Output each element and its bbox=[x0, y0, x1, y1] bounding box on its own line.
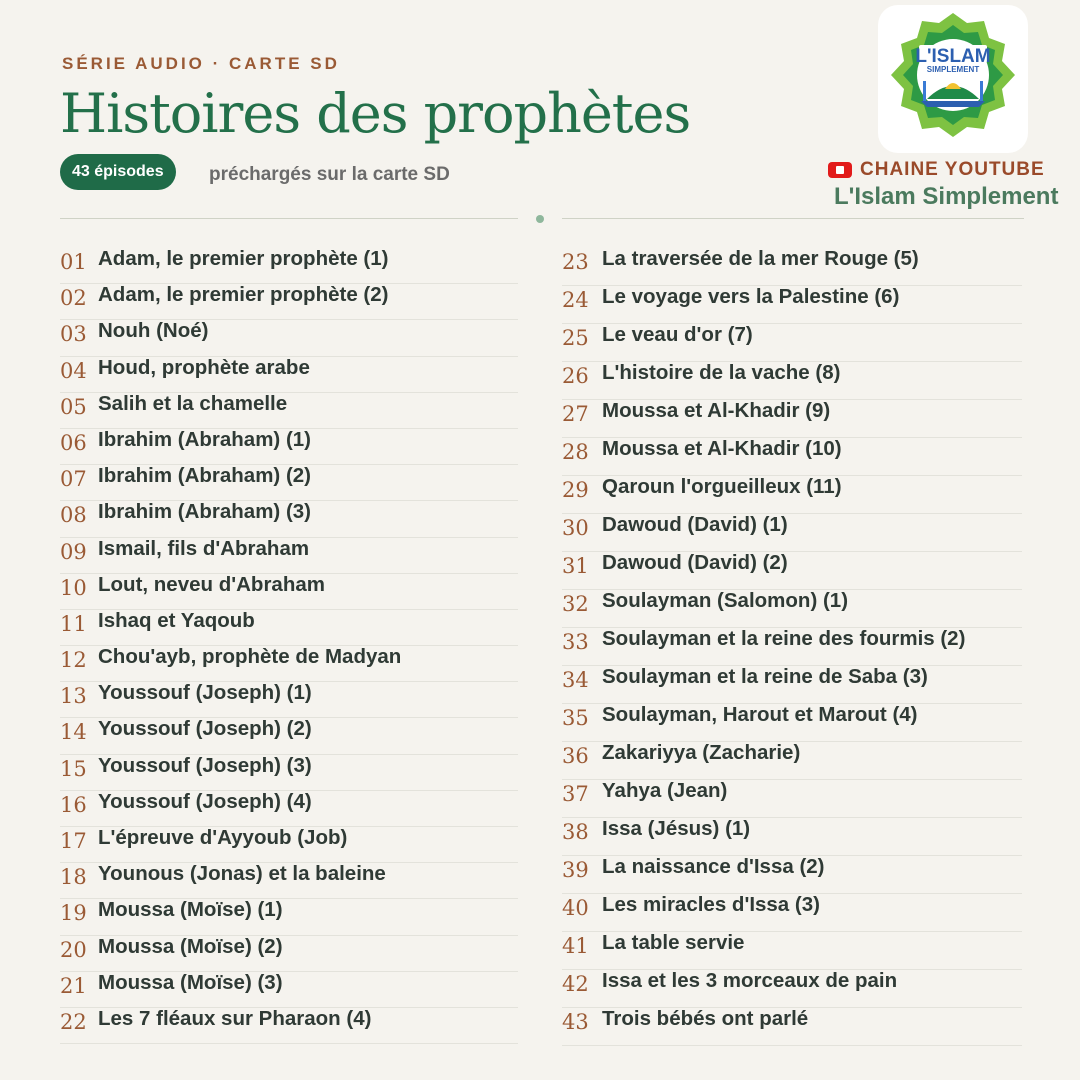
episodes-count-badge: 43 épisodes bbox=[60, 154, 176, 190]
episode-number: 15 bbox=[60, 756, 87, 781]
episode-list-right bbox=[562, 248, 1022, 1046]
episode-title: Youssouf (Joseph) (1) bbox=[98, 681, 312, 705]
episode-title: Lout, neveu d'Abraham bbox=[98, 572, 325, 596]
episode-title: Moussa (Moïse) (1) bbox=[98, 898, 283, 922]
episode-number: 32 bbox=[562, 592, 589, 616]
episode-number: 17 bbox=[60, 829, 87, 853]
episode-item bbox=[562, 894, 1022, 932]
preloaded-subtitle: préchargés sur la carte SD bbox=[209, 164, 450, 185]
logo-text-line2: SIMPLEMENT bbox=[926, 65, 980, 74]
episode-item bbox=[60, 863, 518, 899]
episode-title: Adam, le premier prophète (1) bbox=[98, 247, 389, 270]
episode-item bbox=[60, 429, 518, 465]
episode-number: 12 bbox=[60, 648, 87, 673]
episode-number: 39 bbox=[562, 858, 589, 882]
episode-number: 42 bbox=[562, 972, 589, 996]
episode-item bbox=[60, 972, 518, 1008]
episode-number: 03 bbox=[60, 322, 87, 347]
episode-item bbox=[60, 320, 518, 356]
episode-title: L'épreuve d'Ayyoub (Job) bbox=[98, 826, 348, 849]
episode-title: Ibrahim (Abraham) (1) bbox=[98, 427, 311, 451]
page-title: Histoires des prophètes bbox=[60, 82, 691, 145]
episode-number: 01 bbox=[60, 250, 87, 274]
episode-item bbox=[60, 357, 518, 393]
episode-title: Soulayman et la reine des fourmis (2) bbox=[602, 627, 966, 650]
episode-title: Adam, le premier prophète (2) bbox=[98, 283, 389, 307]
episode-item bbox=[562, 1008, 1022, 1046]
episode-title: Youssouf (Joseph) (4) bbox=[98, 789, 312, 813]
youtube-channel-link[interactable] bbox=[828, 159, 1045, 181]
episode-number: 43 bbox=[562, 1010, 589, 1034]
episode-item bbox=[562, 400, 1022, 438]
episode-title: Yahya (Jean) bbox=[602, 779, 728, 802]
episode-title: Moussa (Moïse) (2) bbox=[98, 934, 283, 958]
episode-number: 20 bbox=[60, 937, 87, 962]
channel-name[interactable]: L'Islam Simplement bbox=[834, 183, 1059, 210]
episode-number: 11 bbox=[60, 611, 87, 636]
episode-number: 31 bbox=[562, 554, 589, 578]
episode-title: Salih et la chamelle bbox=[98, 391, 288, 415]
episode-title: Youssouf (Joseph) (2) bbox=[98, 717, 312, 741]
episode-item bbox=[562, 286, 1022, 324]
episode-title: Ibrahim (Abraham) (3) bbox=[98, 500, 311, 524]
episode-item bbox=[60, 827, 518, 863]
divider-left bbox=[60, 218, 518, 219]
episode-number: 08 bbox=[60, 503, 87, 528]
youtube-channel-label: CHAINE YOUTUBE bbox=[860, 159, 1045, 180]
episode-item bbox=[60, 899, 518, 935]
episode-title: Moussa (Moïse) (3) bbox=[98, 970, 283, 994]
episode-title: Le veau d'or (7) bbox=[602, 323, 753, 346]
episode-number: 13 bbox=[60, 684, 87, 709]
episode-number: 28 bbox=[562, 440, 589, 464]
islamic-star-mosque-logo-icon bbox=[878, 5, 1028, 153]
episode-title: Ishaq et Yaqoub bbox=[98, 608, 255, 632]
episode-number: 41 bbox=[562, 934, 589, 958]
episode-title: Chou'ayb, prophète de Madyan bbox=[98, 645, 402, 669]
episode-item bbox=[562, 780, 1022, 818]
episode-title: La table servie bbox=[602, 931, 745, 954]
episode-item bbox=[562, 742, 1022, 780]
episode-title: Zakariyya (Zacharie) bbox=[602, 741, 801, 764]
episode-title: Nouh (Noé) bbox=[98, 319, 209, 343]
episode-title: Youssouf (Joseph) (3) bbox=[98, 753, 312, 777]
episode-title: Dawoud (David) (2) bbox=[602, 551, 788, 574]
episode-number: 09 bbox=[60, 539, 87, 564]
episode-title: Soulayman, Harout et Marout (4) bbox=[602, 703, 918, 726]
episode-number: 21 bbox=[60, 973, 87, 998]
episode-number: 25 bbox=[562, 326, 589, 350]
episode-item bbox=[562, 628, 1022, 666]
episode-title: Younous (Jonas) et la baleine bbox=[98, 862, 386, 886]
episode-number: 29 bbox=[562, 478, 589, 502]
episode-title: La traversée de la mer Rouge (5) bbox=[602, 247, 919, 270]
episode-title: La naissance d'Issa (2) bbox=[602, 855, 825, 878]
episode-number: 35 bbox=[562, 706, 589, 730]
series-kicker: SÉRIE AUDIO · CARTE SD bbox=[62, 54, 340, 73]
episode-title: Qaroun l'orgueilleux (11) bbox=[602, 475, 842, 498]
episode-item bbox=[60, 646, 518, 682]
episode-item bbox=[60, 284, 518, 320]
episode-number: 16 bbox=[60, 792, 87, 817]
episode-item bbox=[562, 438, 1022, 476]
episode-title: Issa (Jésus) (1) bbox=[602, 817, 751, 840]
episode-number: 37 bbox=[562, 782, 589, 806]
episode-title: Le voyage vers la Palestine (6) bbox=[602, 285, 900, 308]
episode-item bbox=[562, 856, 1022, 894]
episode-number: 38 bbox=[562, 820, 589, 844]
episode-number: 07 bbox=[60, 467, 87, 492]
episode-number: 10 bbox=[60, 575, 87, 600]
episode-number: 22 bbox=[60, 1009, 87, 1034]
episode-title: Trois bébés ont parlé bbox=[602, 1007, 809, 1030]
episode-title: Moussa et Al-Khadir (9) bbox=[602, 399, 831, 422]
episode-number: 26 bbox=[562, 364, 589, 388]
episode-number: 19 bbox=[60, 901, 87, 926]
episode-item bbox=[60, 465, 518, 501]
episode-item bbox=[562, 704, 1022, 742]
episode-item bbox=[562, 590, 1022, 628]
episode-title: Soulayman (Salomon) (1) bbox=[602, 589, 849, 612]
episode-title: Les miracles d'Issa (3) bbox=[602, 893, 820, 916]
episode-item bbox=[562, 970, 1022, 1008]
episode-title: Ibrahim (Abraham) (2) bbox=[98, 464, 311, 488]
episode-item bbox=[562, 248, 1022, 286]
episode-title: Houd, prophète arabe bbox=[98, 355, 310, 379]
episode-title: Moussa et Al-Khadir (10) bbox=[602, 437, 842, 460]
episode-number: 18 bbox=[60, 865, 87, 890]
episode-number: 14 bbox=[60, 720, 87, 745]
episode-item bbox=[562, 666, 1022, 704]
episode-list-left bbox=[60, 248, 518, 1044]
episode-number: 05 bbox=[60, 394, 87, 419]
episode-item bbox=[60, 718, 518, 754]
episode-number: 27 bbox=[562, 402, 589, 426]
episode-item bbox=[60, 1008, 518, 1044]
youtube-icon bbox=[828, 162, 852, 178]
episode-item bbox=[562, 514, 1022, 552]
episode-number: 36 bbox=[562, 744, 589, 768]
episode-number: 06 bbox=[60, 430, 87, 455]
divider-dot bbox=[536, 215, 544, 223]
episode-item bbox=[60, 791, 518, 827]
episode-title: Ismail, fils d'Abraham bbox=[98, 536, 310, 560]
episode-item bbox=[562, 476, 1022, 514]
episode-item bbox=[60, 538, 518, 574]
episode-number: 33 bbox=[562, 630, 589, 654]
episode-number: 30 bbox=[562, 516, 589, 540]
divider-right bbox=[562, 218, 1024, 219]
episode-item bbox=[60, 501, 518, 537]
episode-title: Dawoud (David) (1) bbox=[602, 513, 788, 536]
episode-item bbox=[60, 682, 518, 718]
episode-item bbox=[562, 324, 1022, 362]
episode-title: Issa et les 3 morceaux de pain bbox=[602, 969, 898, 992]
episode-number: 02 bbox=[60, 286, 87, 311]
episode-number: 04 bbox=[60, 358, 87, 383]
episode-item bbox=[562, 362, 1022, 400]
episode-item bbox=[60, 755, 518, 791]
logo-text-line1: L'ISLAM bbox=[915, 46, 991, 67]
episode-number: 40 bbox=[562, 896, 589, 920]
episode-number: 23 bbox=[562, 250, 589, 274]
episode-item bbox=[60, 610, 518, 646]
channel-logo bbox=[878, 5, 1028, 153]
episode-title: Soulayman et la reine de Saba (3) bbox=[602, 665, 928, 688]
episode-item bbox=[562, 552, 1022, 590]
episode-item bbox=[60, 393, 518, 429]
episode-item bbox=[60, 248, 518, 284]
episode-number: 24 bbox=[562, 288, 589, 312]
episode-item bbox=[562, 818, 1022, 856]
episode-item bbox=[60, 574, 518, 610]
episode-title: Les 7 fléaux sur Pharaon (4) bbox=[98, 1006, 372, 1030]
episode-item bbox=[60, 936, 518, 972]
episode-title: L'histoire de la vache (8) bbox=[602, 361, 841, 384]
episode-item bbox=[562, 932, 1022, 970]
episode-number: 34 bbox=[562, 668, 589, 692]
